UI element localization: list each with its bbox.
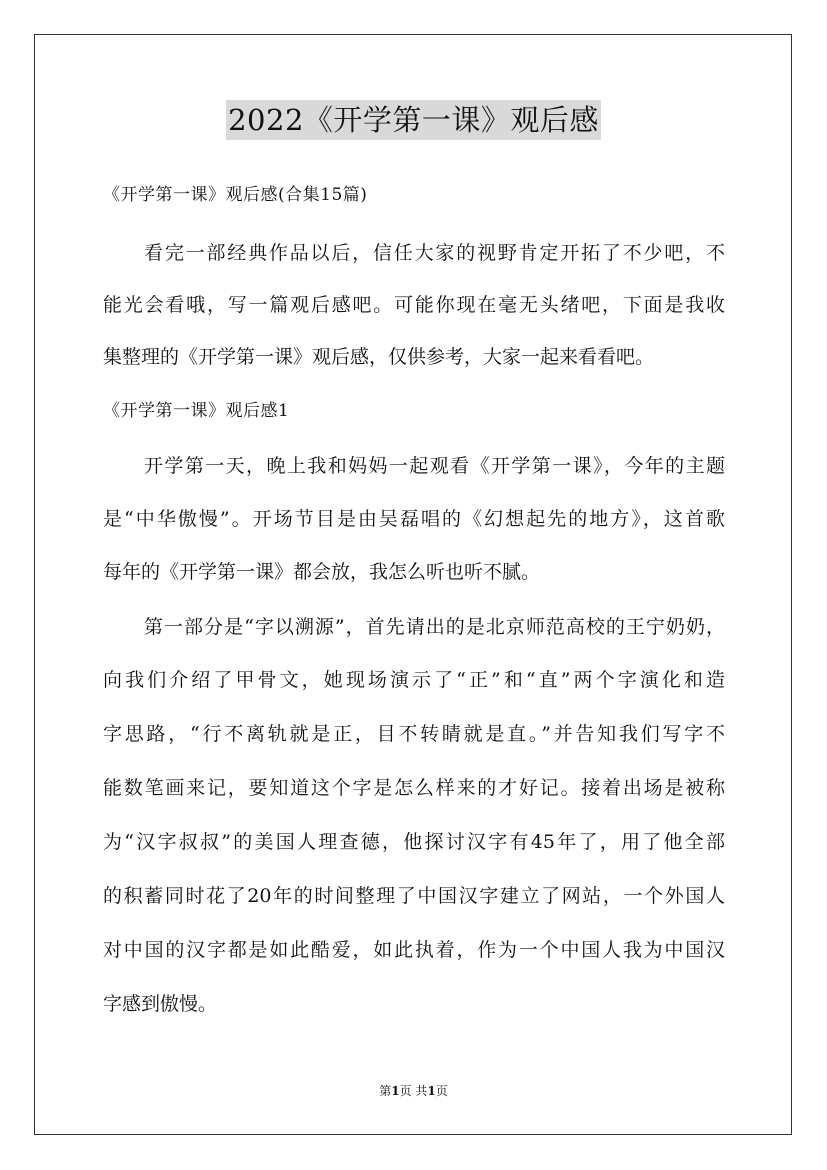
main-heading: 《开学第一课》观后感(合集15篇): [103, 185, 368, 205]
footer-page-current: 1: [391, 1084, 400, 1098]
para2-line-1: 第一部分是“字以溯源”，首先请出的是北京师范高校的王宁奶奶，: [144, 616, 725, 638]
intro-line-3: 集整理的《开学第一课》观后感，仅供参考，大家一起来看看吧。: [103, 346, 655, 368]
para2-line-8: 字感到傲慢。: [103, 993, 218, 1015]
para2-line-4: 能数笔画来记，要知道这个字是怎么样来的才好记。接着出场是被称: [103, 777, 725, 799]
section1-heading: 《开学第一课》观后感1: [103, 401, 290, 421]
para1-line-1: 开学第一天，晚上我和妈妈一起观看《开学第一课》，今年的主题: [144, 455, 725, 477]
page-footer: [0, 1083, 827, 1099]
para2-line-6: 的积蓄同时花了20年的时间整理了中国汉字建立了网站，一个外国人: [103, 885, 725, 907]
footer-page-total: 1: [427, 1084, 436, 1098]
footer-page-prefix: 第: [379, 1084, 392, 1098]
para2-line-3: 字思路，“行不离轨就是正，目不转睛就是直。”并告知我们写字不: [103, 723, 725, 745]
title-container: [0, 100, 827, 140]
intro-line-1: 看完一部经典作品以后，信任大家的视野肯定开拓了不少吧，不: [144, 242, 725, 264]
para1-line-3: 每年的《开学第一课》都会放，我怎么听也听不腻。: [103, 561, 541, 583]
para2-line-2: 向我们介绍了甲骨文，她现场演示了“正”和“直”两个字演化和造: [103, 669, 725, 691]
document-title: 2022《开学第一课》观后感: [226, 100, 601, 140]
para2-line-7: 对中国的汉字都是如此酷爱，如此执着，作为一个中国人我为中国汉: [103, 939, 725, 961]
para1-line-2: 是“中华傲慢”。开场节目是由吴磊唱的《幻想起先的地方》，这首歌: [103, 508, 725, 530]
intro-line-2: 能光会看哦，写一篇观后感吧。可能你现在毫无头绪吧，下面是我收: [103, 294, 725, 316]
footer-page-mid: 页 共: [399, 1084, 428, 1098]
para2-line-5: 为“汉字叔叔”的美国人理查德，他探讨汉字有45年了，用了他全部: [103, 831, 725, 853]
footer-page-suffix: 页: [435, 1084, 448, 1098]
